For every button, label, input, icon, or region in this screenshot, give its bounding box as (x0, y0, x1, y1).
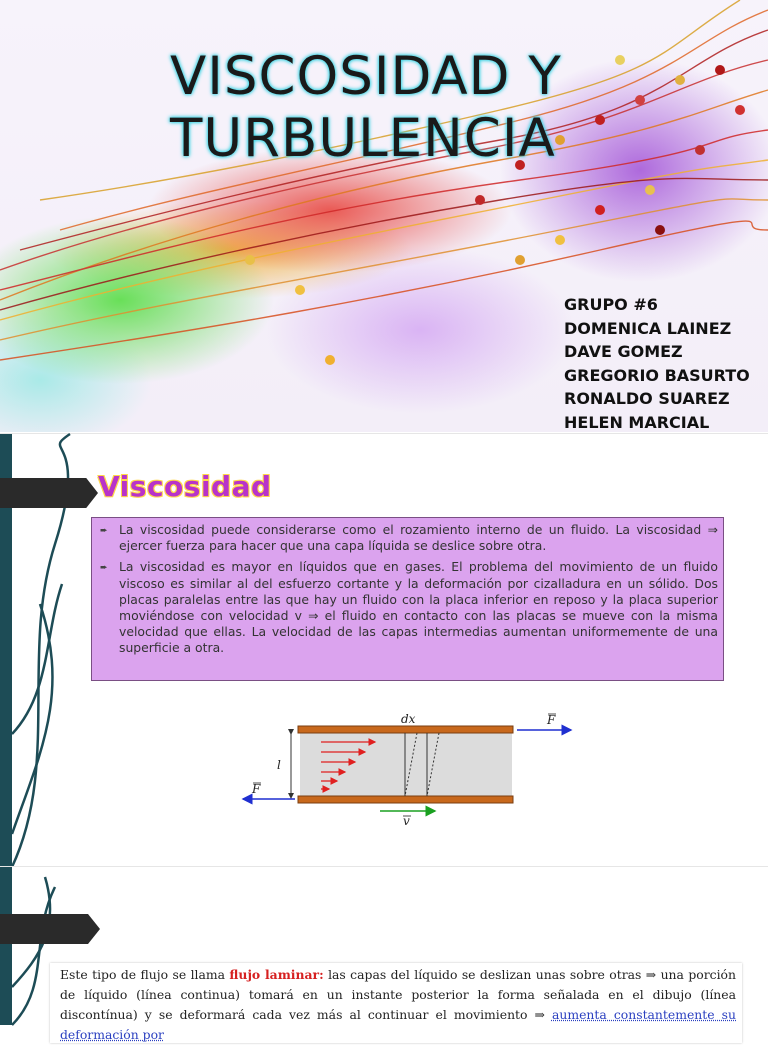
slide-marker-tab (0, 914, 100, 944)
text-segment: Este tipo de flujo se llama (60, 967, 230, 982)
member-name: GREGORIO BASURTO (564, 365, 750, 385)
laminar-flow-paragraph (60, 965, 736, 1045)
member-name: RONALDO SUAREZ (564, 389, 730, 408)
viscosity-slide (0, 433, 768, 867)
bullet-item (100, 522, 718, 554)
bullet-text: La viscosidad puede considerarse como el rozamiento interno de un fluido. La viscosidad ⇒ ejercer fuerza para hacer que una capa líquida se deslice sobre otra. (119, 522, 718, 554)
highlight-term: flujo laminar: (229, 967, 324, 982)
group-number: GRUPO #6 (564, 295, 658, 314)
member-name: HELEN MARCIAL (564, 412, 710, 432)
parallel-plates-diagram (225, 705, 590, 828)
dx-label: dx (401, 712, 416, 726)
title-line-2: TURBULENCIA (170, 108, 556, 169)
height-label: l (277, 758, 281, 772)
laminar-flow-text-box (50, 963, 742, 1043)
group-members-list (564, 293, 750, 434)
text-segment: las capas del líquido se deslizan unas sobre otras ⇒ una porción de líquido (línea continua) tomará en un instante posterior la forma señalada en el dibujo (línea discontínua) y se deformará cada vez más al continuar el movimiento ⇒ (60, 967, 736, 1022)
velocity-label: v (403, 814, 410, 828)
member-name: DAVE GOMEZ (564, 342, 683, 361)
highlight-phrase: aumenta constantemente su deformación por (60, 1007, 736, 1042)
title-line-1: VISCOSIDAD Y (170, 46, 562, 107)
bullet-arrow-icon: ➨ (100, 526, 108, 536)
section-heading: Viscosidad (98, 470, 272, 503)
title-slide (0, 0, 768, 432)
definition-box (91, 517, 724, 681)
force-left-label: F (252, 782, 261, 796)
lower-plate (298, 796, 513, 803)
presentation-title (170, 46, 562, 170)
bullet-arrow-icon: ➨ (100, 563, 108, 574)
slide-marker-tab (0, 478, 98, 508)
upper-plate (298, 726, 513, 733)
bullet-item (100, 559, 718, 656)
bullet-text: La viscosidad es mayor en líquidos que en gases. El problema del movimiento de un fluido viscoso es similar al del esfuerzo cortante y la deformación por cizalladura en un sólido. Dos placas paralelas entre las que hay un fluido con la placa inferior en reposo y la placa superior moviéndose con velocidad v ⇒ el fluido en contacto con las placas se mueve con la misma velocidad que ellas. La velocidad de las capas intermedias aumentan uniformemente de una superficie a otra. (119, 559, 718, 656)
member-name: DOMENICA LAINEZ (564, 318, 732, 338)
force-top-label: F (547, 713, 556, 727)
laminar-flow-slide (0, 866, 768, 1042)
